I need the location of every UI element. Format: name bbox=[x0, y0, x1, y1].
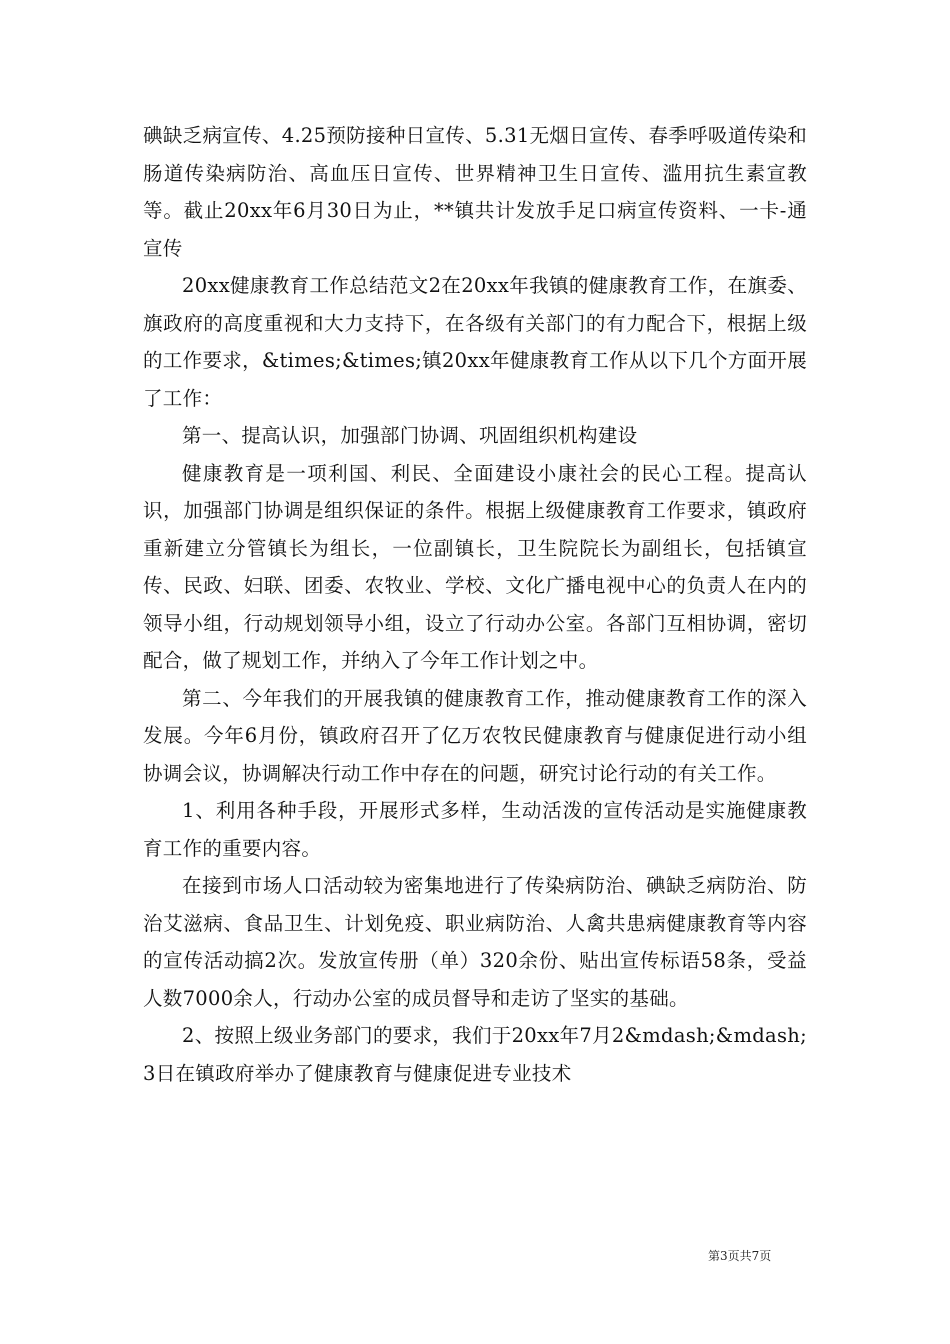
paragraph-1: 碘缺乏病宣传、4.25预防接种日宣传、5.31无烟日宣传、春季呼吸道传染和肠道传染病防治、高血压日宣传、世界精神卫生日宣传、滥用抗生素宣教等。截止20xx年6月30日为止，**镇共计发放手足口病宣传资料、一卡-通宣传 bbox=[143, 124, 807, 260]
paragraph-6: 1、利用各种手段，开展形式多样，生动活泼的宣传活动是实施健康教育工作的重要内容。 bbox=[143, 799, 807, 860]
paragraph-7: 在接到市场人口活动较为密集地进行了传染病防治、碘缺乏病防治、防治艾滋病、食品卫生、计划免疫、职业病防治、人禽共患病健康教育等内容的宣传活动搞2次。发放宣传册（单）320余份、贴出宣传标语58条，受益人数7000余人，行动办公室的成员督导和走访了坚实的基础。 bbox=[143, 874, 807, 1010]
paragraph-5: 第二、今年我们的开展我镇的健康教育工作，推动健康教育工作的深入发展。今年6月份，镇政府召开了亿万农牧民健康教育与健康促进行动小组协调会议，协调解决行动工作中存在的问题，研究讨论行动的有关工作。 bbox=[143, 686, 807, 785]
page-number-footer: 第3页共7页 bbox=[708, 1249, 772, 1263]
paragraph-2: 20xx健康教育工作总结范文2在20xx年我镇的健康教育工作，在旗委、旗政府的高度重视和大力支持下，在各级有关部门的有力配合下，根据上级的工作要求，&times;&times;镇20xx年健康教育工作从以下几个方面开展了工作： bbox=[143, 274, 807, 410]
paragraph-8: 2、按照上级业务部门的要求，我们于20xx年7月2&mdash;&mdash;3日在镇政府举办了健康教育与健康促进专业技术 bbox=[143, 1024, 807, 1085]
paragraph-3-heading: 第一、提高认识，加强部门协调、巩固组织机构建设 bbox=[182, 424, 638, 447]
document-body bbox=[143, 117, 807, 1092]
paragraph-4: 健康教育是一项利国、利民、全面建设小康社会的民心工程。提高认识，加强部门协调是组织保证的条件。根据上级健康教育工作要求，镇政府重新建立分管镇长为组长，一位副镇长，卫生院院长为副组长，包括镇宣传、民政、妇联、团委、农牧业、学校、文化广播电视中心的负责人在内的领导小组，行动规划领导小组，设立了行动办公室。各部门互相协调，密切配合，做了规划工作，并纳入了今年工作计划之中。 bbox=[143, 461, 807, 672]
